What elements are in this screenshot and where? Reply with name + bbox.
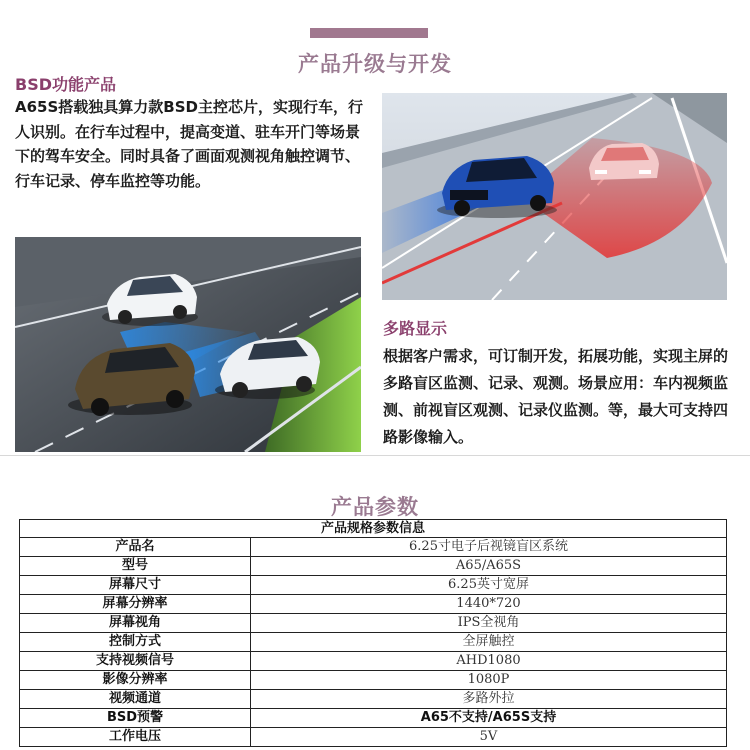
table-row xyxy=(20,595,727,614)
spec-label: 屏幕分辨率 xyxy=(20,595,251,614)
table-row xyxy=(20,652,727,671)
table-row xyxy=(20,671,727,690)
table-row xyxy=(20,614,727,633)
blind-spot-scene-image xyxy=(382,93,727,300)
spec-table-header: 产品规格参数信息 xyxy=(20,520,727,538)
section-title-params: 产品参数 xyxy=(331,495,419,519)
bsd-scene-image xyxy=(15,237,361,452)
table-row xyxy=(20,633,727,652)
spec-value: 6.25英寸宽屏 xyxy=(251,576,727,595)
spec-table xyxy=(19,519,727,747)
table-row xyxy=(20,690,727,709)
multi-display-description: 根据客户需求，可订制开发，拓展功能，实现主屏的多路盲区监测、记录、观测。场景应用：车内视频监测、前视盲区观测、记录仪监测。等，最大可支持四路影像输入。 xyxy=(383,347,729,446)
spec-label: 工作电压 xyxy=(20,728,251,747)
spec-label: 影像分辨率 xyxy=(20,671,251,690)
section-divider xyxy=(0,455,750,456)
spec-value: 1440*720 xyxy=(251,595,727,614)
spec-value: 5V xyxy=(251,728,727,747)
table-row xyxy=(20,557,727,576)
section-title-upgrade: 产品升级与开发 xyxy=(298,52,452,76)
spec-label: 支持视频信号 xyxy=(20,652,251,671)
spec-value: 多路外拉 xyxy=(251,690,727,709)
spec-value: IPS全视角 xyxy=(251,614,727,633)
spec-label: 产品名 xyxy=(20,538,251,557)
spec-value: 1080P xyxy=(251,671,727,690)
spec-value: A65不支持/A65S支持 xyxy=(251,709,727,728)
spec-label: 屏幕尺寸 xyxy=(20,576,251,595)
spec-label: 控制方式 xyxy=(20,633,251,652)
spec-table-header-row xyxy=(20,520,727,538)
spec-value: AHD1080 xyxy=(251,652,727,671)
table-row xyxy=(20,538,727,557)
spec-value: A65/A65S xyxy=(251,557,727,576)
spec-label: 视频通道 xyxy=(20,690,251,709)
bsd-description: A65S搭载独具算力款BSD主控芯片，实现行车，行人识别。在行车过程中，提高变道、驻车开门等场景下的驾车安全。同时具备了画面观测视角触控调节、行车记录、停车监控等功能。 xyxy=(15,98,363,190)
table-row xyxy=(20,709,727,728)
table-row xyxy=(20,576,727,595)
table-row xyxy=(20,728,727,747)
multi-display-heading: 多路显示 xyxy=(383,319,448,338)
spec-label: 型号 xyxy=(20,557,251,576)
spec-label: 屏幕视角 xyxy=(20,614,251,633)
spec-label: BSD预警 xyxy=(20,709,251,728)
spec-value: 全屏触控 xyxy=(251,633,727,652)
spec-value: 6.25寸电子后视镜盲区系统 xyxy=(251,538,727,557)
section-accent-bar xyxy=(310,28,428,38)
bsd-heading: BSD功能产品 xyxy=(15,75,117,94)
